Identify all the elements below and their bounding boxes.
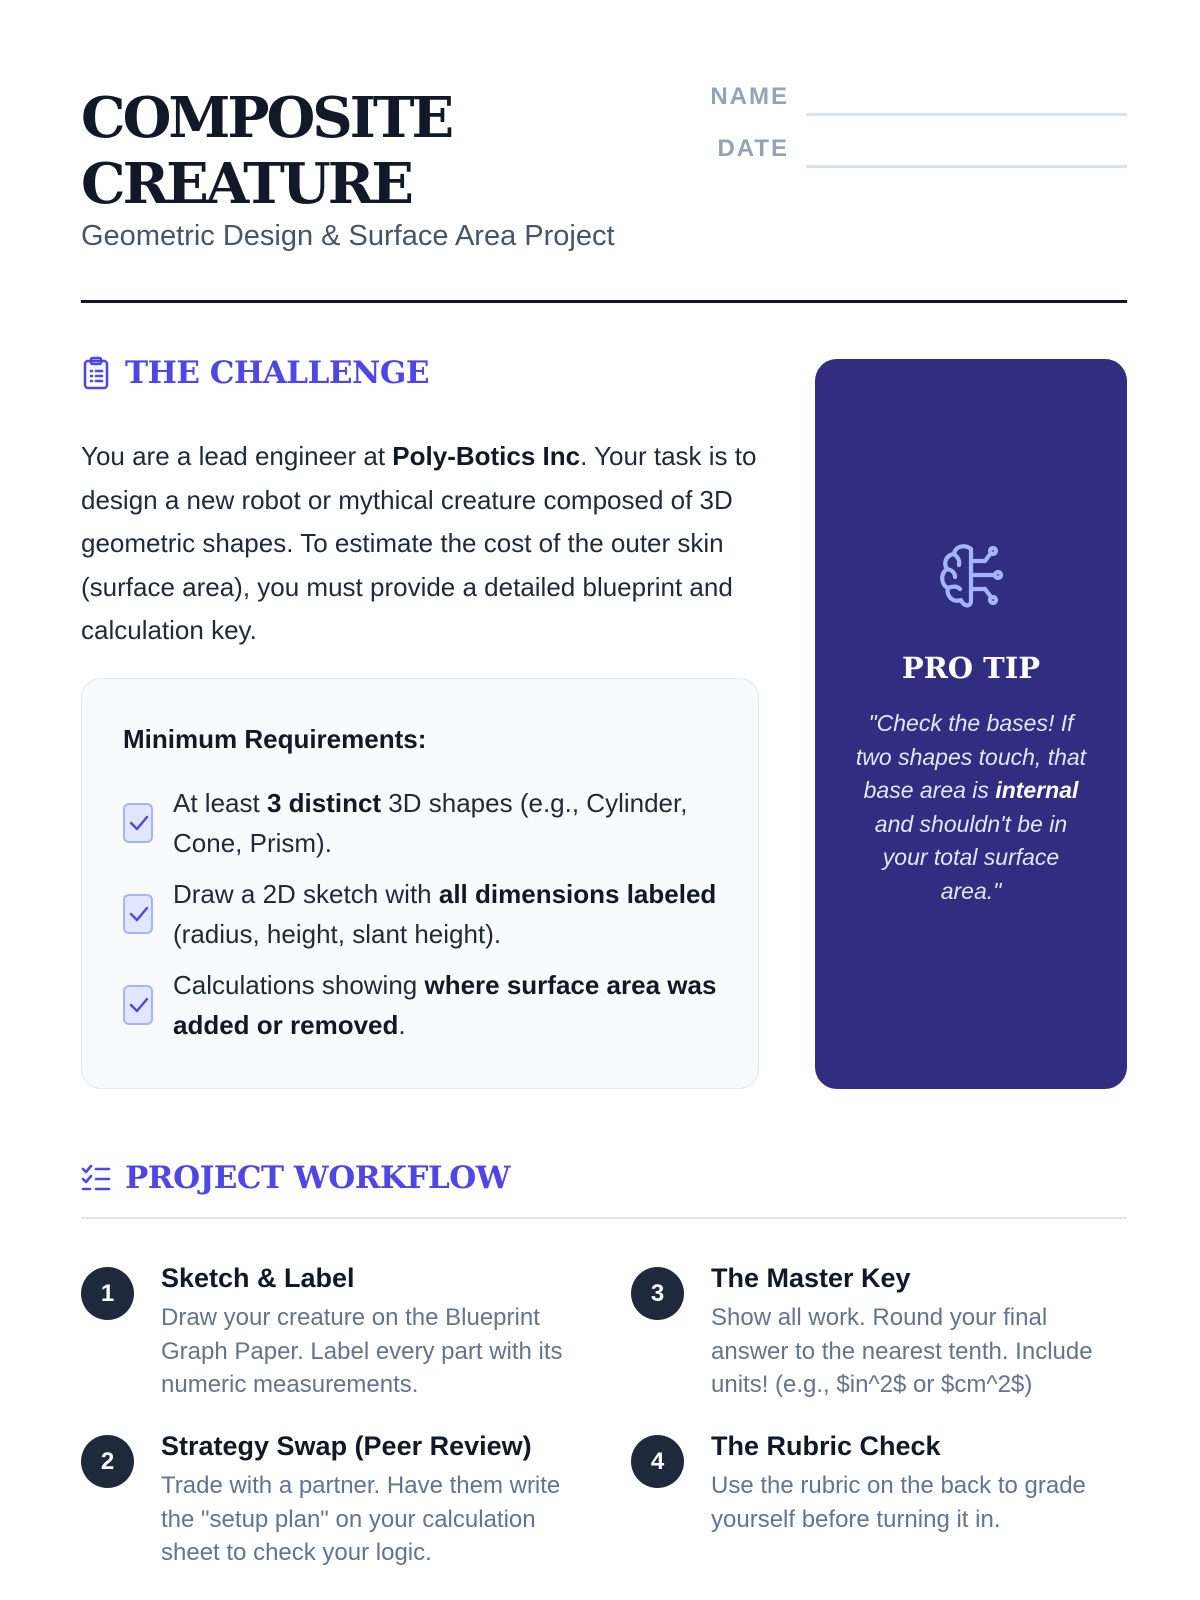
checkbox-checked-icon[interactable] [123, 894, 153, 934]
step-title: The Master Key [711, 1263, 911, 1293]
req-text: 3D shapes (e.g., Cylinder, Cone, Prism). [173, 788, 688, 858]
page-subtitle: Geometric Design & Surface Area Project [81, 220, 615, 252]
challenge-heading [81, 355, 429, 391]
pro-tip-quote [855, 707, 1087, 908]
clipboard-icon [81, 356, 111, 390]
step-title: The Rubric Check [711, 1431, 941, 1461]
worksheet-page [81, 0, 1127, 1600]
requirement-text [173, 965, 733, 1045]
quote-text: "Check the bases! If two shapes touch, that base area is [855, 710, 1087, 803]
quote-bold: internal [995, 777, 1079, 803]
req-bold: where surface area was added or removed [173, 970, 717, 1040]
workflow-heading-text: PROJECT WORKFLOW [125, 1160, 511, 1196]
step-description: Draw your creature on the Blueprint Graph Paper. Label every part with its numeric measurements. [161, 1304, 563, 1398]
req-text: At least [173, 788, 267, 818]
date-field[interactable] [81, 137, 1127, 177]
step-number: 4 [631, 1435, 684, 1488]
step-number: 2 [81, 1435, 134, 1488]
quote-text: and shouldn't be in your total surface area." [874, 810, 1068, 904]
step-number: 3 [631, 1267, 684, 1320]
name-label: NAME [710, 83, 789, 110]
requirements-box [81, 678, 759, 1089]
title-line-2: CREATURE [81, 151, 411, 217]
step-description: Trade with a partner. Have them write the "setup plan" on your calculation sheet to check your logic. [161, 1472, 561, 1566]
step-title: Strategy Swap (Peer Review) [161, 1431, 532, 1461]
requirements-title: Minimum Requirements: [123, 724, 427, 754]
checklist-icon [81, 1163, 111, 1193]
challenge-intro [81, 435, 761, 653]
workflow-divider [81, 1217, 1127, 1219]
step-number: 1 [81, 1267, 134, 1320]
req-text: . [398, 1010, 406, 1040]
step-title: Sketch & Label [161, 1263, 355, 1293]
req-text: (radius, height, slant height). [173, 919, 502, 949]
company-name: Poly-Botics Inc [392, 441, 581, 471]
brain-icon [933, 539, 1009, 620]
requirement-text [173, 783, 733, 863]
req-bold: 3 distinct [266, 788, 382, 818]
step-description: Show all work. Round your final answer to the nearest tenth. Include units! (e.g., $in^2$ or $cm^2$) [711, 1304, 1093, 1398]
name-line[interactable] [806, 113, 1127, 116]
challenge-heading-text: THE CHALLENGE [125, 355, 429, 391]
title-line-1: COMPOSITE [81, 85, 452, 151]
req-text: Draw a 2D sketch with [173, 879, 439, 909]
header-divider [81, 300, 1127, 303]
name-field[interactable] [81, 85, 1127, 125]
pro-tip-card [815, 359, 1127, 1089]
workflow-heading [81, 1160, 510, 1196]
date-line[interactable] [806, 165, 1127, 168]
worksheet-header [81, 85, 1127, 305]
intro-text-rest: . Your task is to design a new robot or mythical creature composed of 3D geometric shapes. To estimate the cost of the outer skin (surface area), you must provide a detailed blueprint and calculation key. [81, 441, 757, 645]
intro-text: You are a lead engineer at [81, 441, 393, 471]
checkbox-checked-icon[interactable] [123, 803, 153, 843]
req-text: Calculations showing [173, 970, 425, 1000]
req-bold: all dimensions labeled [438, 879, 717, 909]
checkbox-checked-icon[interactable] [123, 985, 153, 1025]
step-description: Use the rubric on the back to grade yourself before turning it in. [711, 1472, 1086, 1533]
date-label: DATE [717, 135, 789, 162]
requirement-text [173, 874, 733, 954]
pro-tip-title: PRO TIP [901, 651, 1041, 685]
